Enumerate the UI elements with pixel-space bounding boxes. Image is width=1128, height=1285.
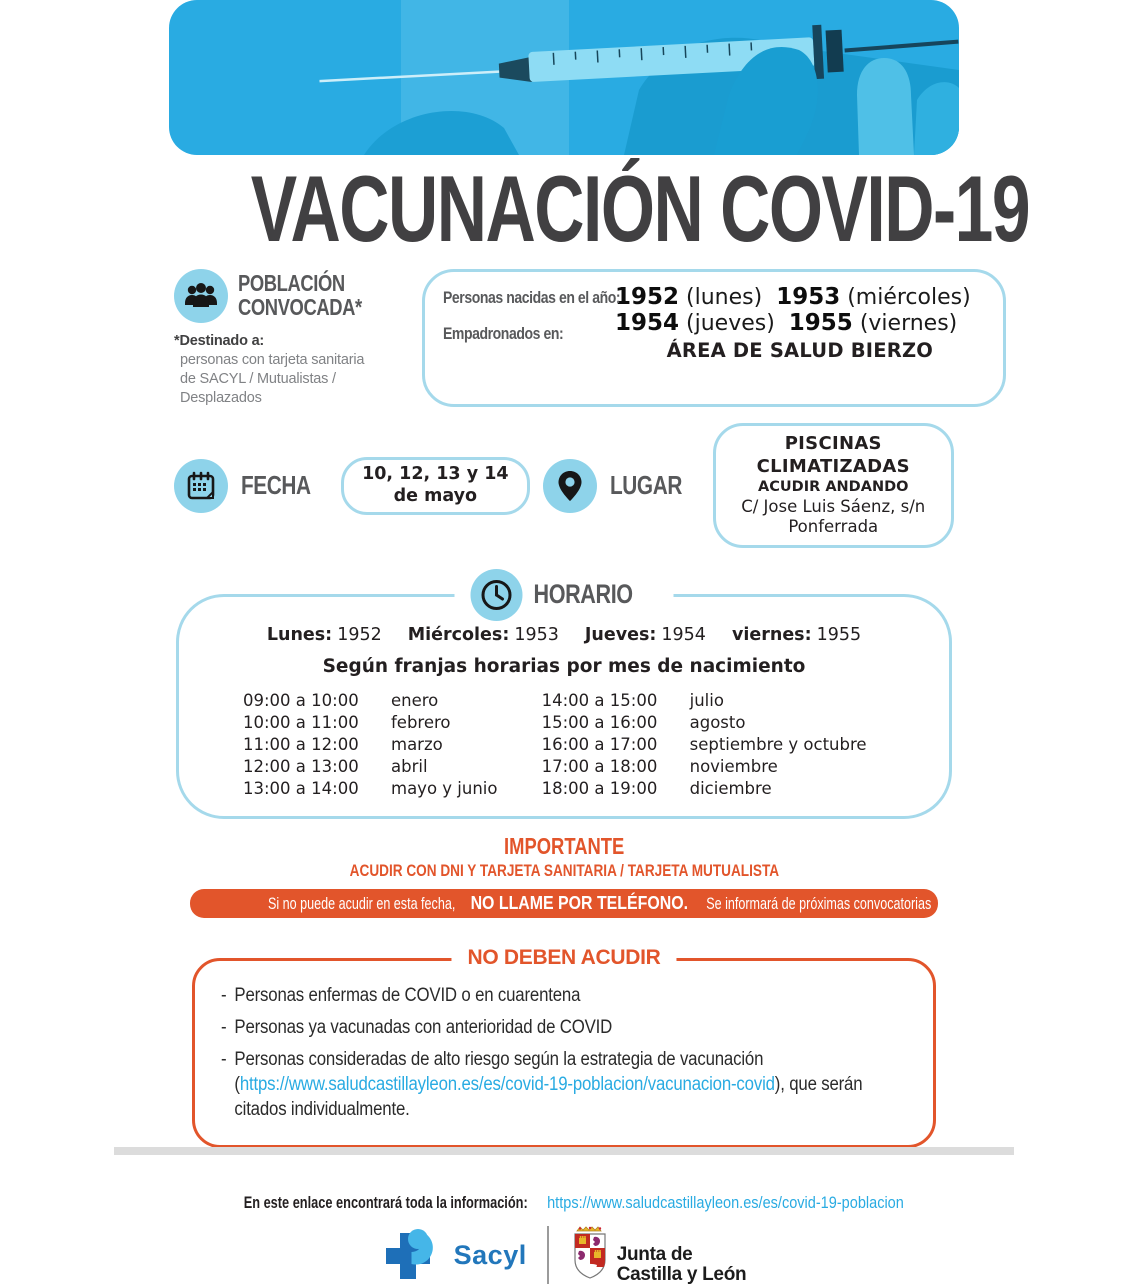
importante-banner: Si no puede acudir en esta fecha,NO LLAME POR TELÉFONO.Se informará de próximas convocatorias (190, 889, 938, 918)
horario-days-line: Lunes: 1952 Miércoles: 1953 Jueves: 1954 viernes: 1955 (205, 625, 923, 645)
sacyl-cross-icon (382, 1225, 444, 1285)
people-icon (174, 269, 228, 323)
slot-row: 11:00 a 12:00 marzo (243, 734, 542, 756)
slot-row: 16:00 a 17:00 septiembre y octubre (542, 734, 885, 756)
horario-box (176, 594, 952, 819)
junta-wordmark: Junta de Castilla y León (617, 1225, 747, 1285)
nacidos-label: Personas nacidas en el año: (443, 289, 589, 308)
importante-subtitle: ACUDIR CON DNI Y TARJETA SANITARIA / TARJETA MUTUALISTA (114, 861, 1014, 881)
slot-row: 18:00 a 19:00 diciembre (542, 778, 885, 800)
junta-shield-icon (569, 1225, 611, 1283)
empadronados-label: Empadronados en: (443, 325, 589, 344)
slot-row: 12:00 a 13:00 abril (243, 756, 542, 778)
poblacion-section (174, 269, 954, 407)
years-line-1: 1952 (lunes) 1953 (miércoles) (615, 284, 985, 310)
covid-19-poblacion-link[interactable]: https://www.saludcastillayleon.es/es/covid-19-poblacion (547, 1194, 904, 1212)
no-deben-acudir-box (192, 958, 936, 1148)
lugar-value-box: PISCINAS CLIMATIZADAS ACUDIR ANDANDO C/ Jose Luis Sáenz, s/n Ponferrada (713, 423, 955, 547)
clock-icon (471, 569, 523, 621)
horario-heading (455, 569, 674, 621)
fecha-lugar-section (174, 423, 954, 547)
vaccination-poster (114, 0, 1014, 1155)
location-pin-icon (543, 459, 597, 513)
slots-left-column (243, 690, 542, 800)
bottom-edge (114, 1147, 1014, 1155)
sacyl-logo (382, 1225, 527, 1285)
header-photo (169, 0, 959, 155)
poblacion-heading: POBLACIÓN CONVOCADA* (238, 272, 362, 320)
horario-label: HORARIO (534, 579, 633, 610)
calendar-icon (174, 459, 228, 513)
slots-right-column (542, 690, 885, 800)
area-salud: ÁREA DE SALUD BIERZO (615, 339, 985, 362)
junta-logo (569, 1225, 747, 1285)
list-item: - Personas ya vacunadas con anterioridad de COVID (221, 1015, 907, 1040)
fecha-label: FECHA (241, 470, 311, 501)
slot-row: 10:00 a 11:00 febrero (243, 712, 542, 734)
vacunacion-covid-link[interactable]: https://www.saludcastillayleon.es/es/covid-19-poblacion/vacunacion-covid (240, 1074, 775, 1095)
slot-row: 09:00 a 10:00 enero (243, 690, 542, 712)
poblacion-footnote: *Destinado a: personas con tarjeta sanitaria de SACYL / Mutualistas / Desplazados (174, 332, 406, 407)
list-item: - Personas enfermas de COVID o en cuarentena (221, 983, 907, 1008)
horario-slots (205, 690, 923, 800)
fecha-value-box: 10, 12, 13 y 14 de mayo (341, 457, 530, 515)
sacyl-wordmark: Sacyl (454, 1240, 527, 1271)
convocatoria-box (422, 269, 1006, 407)
slot-row: 13:00 a 14:00 mayo y junio (243, 778, 542, 800)
slot-row: 14:00 a 15:00 julio (542, 690, 885, 712)
horario-subtitle: Según franjas horarias por mes de nacimiento (205, 656, 923, 677)
syringe-photo (169, 0, 959, 155)
importante-title: IMPORTANTE (114, 833, 1014, 860)
slot-row: 15:00 a 16:00 agosto (542, 712, 885, 734)
logo-divider (547, 1226, 549, 1284)
footer-info-line: En este enlace encontrará toda la información:https://www.saludcastillayleon.es/es/covid-19-poblacion (114, 1194, 1014, 1213)
footer-logos (114, 1225, 1014, 1285)
lugar-label: LUGAR (610, 470, 682, 501)
page-title: VACUNACIÓN COVID-19 (114, 163, 1014, 255)
list-item: - Personas consideradas de alto riesgo según la estrategia de vacunación (https://www.saludcastillayleon.es/es/covid-19-poblacion/vacunacion-covid), que serán citados individualmente. (221, 1047, 907, 1122)
no-deben-acudir-title: NO DEBEN ACUDIR (451, 946, 676, 970)
slot-row: 17:00 a 18:00 noviembre (542, 756, 885, 778)
poblacion-left (174, 269, 406, 407)
years-line-2: 1954 (jueves) 1955 (viernes) (615, 310, 985, 336)
